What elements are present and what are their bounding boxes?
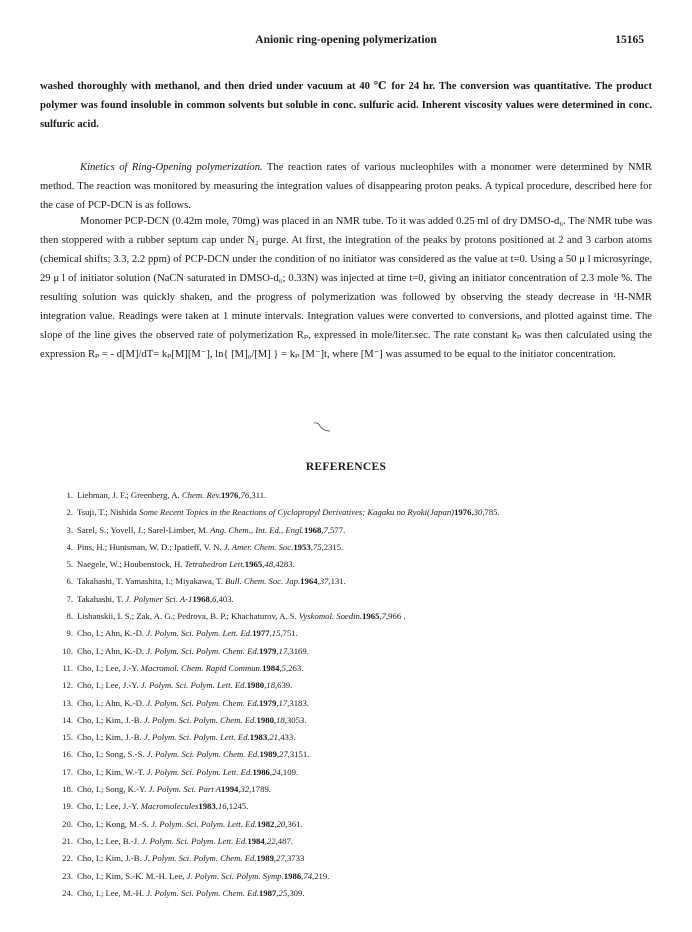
reference-number: 2.	[66, 507, 73, 518]
reference-volume: 17	[278, 645, 288, 656]
reference-year: 1976	[454, 507, 472, 518]
reference-number: 23.	[62, 870, 73, 881]
reference-journal: J. Polym. Sci. Polym. Lett. Ed.	[146, 628, 253, 639]
reference-list	[44, 487, 664, 902]
reference-pages: 3053.	[286, 714, 307, 725]
reference-item: 7. Takahashi, T. J. Polymer Sci. A-1 1968 , 6 , 403.	[44, 591, 664, 608]
reference-number: 8.	[66, 611, 73, 622]
reference-number: 6.	[66, 576, 73, 587]
reference-year: 1983	[198, 801, 216, 812]
reference-year: 1977	[252, 628, 270, 639]
reference-authors: Cho, I.; Kim, J.-B.	[77, 732, 144, 743]
reference-year: 1965	[244, 559, 263, 570]
reference-year: 1979	[258, 645, 277, 656]
reference-pages: 785.	[484, 507, 500, 518]
reference-pages: 3169.	[289, 645, 309, 656]
reference-pages: 263.	[288, 662, 304, 673]
reference-year: 1986	[283, 870, 302, 881]
reference-pages: 487.	[277, 835, 293, 846]
reference-volume: 32	[240, 784, 250, 795]
reference-authors: Sarel, S.; Yovell, J.; Sarel-Limber, M.	[77, 524, 211, 535]
reference-number: 18.	[62, 784, 73, 795]
reference-journal: J. Polym. Sci. Polym. Lett. Ed.	[151, 818, 258, 829]
reference-volume: 27	[276, 853, 285, 864]
reference-journal: J. Polym. Sci. Polym. Chem. Ed.	[143, 714, 257, 725]
reference-volume: 5	[281, 662, 286, 673]
references-heading: REFERENCES	[305, 461, 387, 473]
reference-item: 24. Cho, I.; Lee, M.-H. J. Polym. Sci. Polym. Chem. Ed. 1987 , 25 , 309.	[44, 885, 664, 902]
reference-year: 1964	[300, 576, 318, 587]
reference-volume: 37	[319, 576, 329, 587]
reference-pages: 639.	[277, 680, 293, 691]
reference-authors: Cho, I.; Kong, M.-S.	[77, 818, 152, 829]
reference-item: 13. Cho, I.; Ahn, K.-D. J. Polym. Sci. Polym. Chem. Ed. 1979 , 17 , 3183.	[44, 695, 664, 712]
reference-authors: Takahashi, T. Yamashita, I.; Miyakawa, T.	[77, 576, 226, 587]
reference-year: 1976	[221, 490, 239, 500]
page-header	[0, 34, 692, 50]
reference-pages: 219.	[314, 870, 330, 881]
reference-authors: Cho, I.; Kim, J.-B.	[77, 714, 144, 725]
reference-volume: 17	[278, 697, 288, 708]
reference-volume: 7	[323, 524, 328, 535]
reference-authors: Cho, I.; Kim, S.-K. M.-H. Lee,	[77, 870, 187, 881]
reference-number: 5.	[66, 559, 73, 570]
reference-journal: J. Polym. Sci. Polym. Chem. Ed.	[143, 853, 257, 864]
reference-journal: J. Polym. Sci. Polym. Lett. Ed.	[146, 766, 253, 777]
reference-number: 21.	[62, 835, 73, 846]
reference-item: 5. Naegele, W.; Houbenstock, H. Tetrahedron Lett. 1965 , 48 , 4283.	[44, 556, 664, 573]
reference-year: 1989	[256, 853, 274, 864]
reference-volume: 24	[272, 766, 281, 777]
reference-journal: J. Polym. Sci. Polym. Chem. Ed.	[146, 749, 260, 760]
paragraph-nmr-procedure: Monomer PCP-DCN (0.42m mole, 70mg) was placed in an NMR tube. To it was added 0.25 ml of dry DMSO-d₆. The NMR tube was then stoppered with a rubber septum cap under N₂ purge. At first, the integration of the peaks by protons positioned at 2 and 3 carbon atoms (chemical shifts; 3.3, 2.2 ppm) of PCP-DCN under the condition of no initiator was considered as the value at t=0. Using a 50 μ l microsyringe, 29 μ l of initiator solution (NaCN saturated in DMSO-d₆; 0.33N) was injected at time t=0, giving an initiator concentration of 2.3 mole %. The resulting solution was quickly shaken, and the progress of polymerization was followed by observing the steady decrease in ¹H-NMR integration value. Readings were taken at 1 minute intervals. Integration values were converted to conversions, and plotted against time. The slope of the line gives the observed rate of polymerization Rₚ, expressed in mole/liter.sec. The rate constant kₚ was then calculated using the expression Rₚ = - d[M]/dT= kₚ[M][M⁻], ln{ [M]₀/[M] } = kₚ [M⁻]t, where [M⁻] was assumed to be equal to the initiator concentration.	[40, 216, 652, 360]
reference-year: 1980	[246, 680, 265, 691]
reference-number: 4.	[66, 541, 73, 552]
reference-number: 22.	[62, 853, 73, 864]
reference-item: 23. Cho, I.; Kim, S.-K. M.-H. Lee, J. Polym. Sci. Polym. Symp. 1986 , 74 , 219.	[44, 868, 664, 885]
reference-pages: 1789.	[251, 784, 271, 795]
reference-volume: 15	[271, 628, 281, 639]
reference-journal: J. Polymer Sci. A-1	[125, 593, 193, 604]
reference-journal: Macromol. Chem. Rapid Commun.	[140, 662, 263, 673]
reference-journal: J. Polym. Sci. Polym. Lett. Ed.	[141, 835, 248, 846]
reference-volume: 30	[473, 507, 483, 518]
reference-authors: Lishanskii, I. S.; Zak, A. G.; Pedrova, B. P.; Khachaturov, A. S.	[77, 611, 299, 622]
reference-item: 8. Lishanskii, I. S.; Zak, A. G.; Pedrova, B. P.; Khachaturov, A. S. Vyskomol. Soedin. 1965 , 7 , 966 .	[44, 608, 664, 625]
paragraph-kinetics	[40, 158, 652, 215]
reference-volume: 20	[276, 818, 286, 829]
reference-volume: 16	[217, 801, 227, 812]
reference-pages: 433.	[280, 732, 296, 743]
reference-number: 13.	[62, 697, 73, 708]
reference-number: 20.	[62, 818, 73, 829]
reference-number: 7.	[66, 593, 73, 604]
reference-volume: 76	[240, 490, 250, 500]
reference-authors: Cho, I.; Lee, M.-H.	[77, 887, 147, 898]
reference-volume: 21	[269, 732, 279, 743]
reference-authors: Cho, I.; Ahn, K.-D.	[77, 628, 147, 639]
reference-pages: 311.	[251, 490, 267, 500]
kinetics-intro-text: The reaction rates of various nucleophiles with a monomer were determined by NMR method. The reaction was monitored by measuring the integration values of disappearing proton peaks. A typical procedure, described here for the case of PCP-DCN is as follows.	[40, 162, 652, 211]
reference-item: 17. Cho, I.; Kim, W.-T. J. Polym. Sci. Polym. Lett. Ed. 1986 , 24 , 109.	[44, 764, 664, 781]
reference-pages: 4283.	[275, 559, 295, 570]
reference-authors: Cho, I.; Song, S.-S.	[77, 749, 147, 760]
reference-volume: 18	[276, 714, 285, 725]
reference-item: 22. Cho, I.; Kim, J.-B. J. Polym. Sci. Polym. Chem. Ed. 1989 , 27 , 3733	[44, 850, 664, 867]
reference-number: 14.	[62, 714, 73, 725]
reference-volume: 6	[212, 593, 217, 604]
reference-item: 11. Cho, I.; Lee, J.-Y. Macromol. Chem. Rapid Commun. 1984 , 5 , 263.	[44, 660, 664, 677]
reference-journal: J. Polym. Sci. Polym. Lett. Ed.	[143, 732, 250, 743]
reference-year: 1984	[247, 835, 265, 846]
reference-pages: 751.	[282, 628, 298, 639]
reference-volume: 74	[303, 870, 313, 881]
reference-authors: Tsuji, T.; Nishida	[77, 507, 140, 518]
reference-number: 12.	[62, 680, 73, 691]
reference-number: 17.	[62, 766, 73, 777]
reference-journal: Chem. Rev.	[181, 490, 221, 500]
reference-item: 16. Cho, I.; Song, S.-S. J. Polym. Sci. Polym. Chem. Ed. 1989 , 27 , 3151.	[44, 746, 664, 763]
reference-journal: J. Polym. Sci. Part A	[148, 784, 221, 795]
reference-authors: Cho, I.; Kim, W.-T.	[77, 766, 147, 777]
pen-mark	[312, 420, 332, 434]
reference-journal: J. Polym. Sci. Polym. Lett. Ed.	[140, 680, 247, 691]
reference-pages: 966 .	[388, 611, 406, 622]
reference-pages: 109.	[282, 766, 299, 777]
reference-authors: Cho, I.; Ahn, K.-D.	[77, 645, 147, 656]
reference-year: 1982	[257, 818, 275, 829]
reference-year: 1983	[249, 732, 268, 743]
reference-number: 9.	[66, 628, 73, 639]
reference-year: 1980	[256, 714, 274, 725]
reference-volume: 25	[278, 887, 288, 898]
reference-pages: 131.	[330, 576, 346, 587]
running-title: Anionic ring-opening polymerization	[255, 34, 437, 46]
reference-item: 21. Cho, I.; Lee, B.-J. J. Polym. Sci. Polym. Lett. Ed. 1984 , 22 , 487.	[44, 833, 664, 850]
reference-year: 1965	[362, 611, 380, 622]
reference-journal: J. Polym. Sci. Polym. Chem. Ed.	[146, 645, 259, 656]
reference-number: 16.	[62, 749, 73, 760]
reference-item: 14. Cho, I.; Kim, J.-B. J. Polym. Sci. Polym. Chem. Ed. 1980 , 18 , 3053.	[44, 712, 664, 729]
reference-pages: 577.	[330, 524, 346, 535]
paragraph-procedure-end: washed thoroughly with methanol, and then dried under vacuum at 40 ℃ for 24 hr. The conversion was quantitative. The product polymer was found insoluble in common solvents but soluble in conc. sulfuric acid. Inherent viscosity values were determined in conc. sulfuric acid.	[40, 81, 652, 130]
reference-volume: 48	[264, 559, 274, 570]
reference-journal: Some Recent Topics in the Reactions of Cyclopropyl Derivatives; Kagaku no Ryoki(Japan)	[139, 507, 455, 518]
reference-year: 1987	[258, 887, 277, 898]
reference-item: 20. Cho, I.; Kong, M.-S. J. Polym. Sci. Polym. Lett. Ed. 1982 , 20 , 361.	[44, 816, 664, 833]
reference-pages: 3151.	[289, 749, 310, 760]
reference-volume: 18	[266, 680, 275, 691]
reference-journal: Ang. Chem., Int. Ed., Engl.	[210, 524, 304, 535]
reference-item: 15. Cho, I.; Kim, J.-B. J. Polym. Sci. Polym. Lett. Ed. 1983 , 21 , 433.	[44, 729, 664, 746]
reference-volume: 7	[381, 611, 386, 622]
reference-journal: J. Polym. Sci. Polym. Chem. Ed.	[146, 697, 259, 708]
reference-number: 3.	[66, 524, 73, 535]
reference-journal: Macromolecules	[140, 801, 199, 812]
reference-number: 11.	[62, 662, 73, 673]
reference-year: 1953	[293, 541, 311, 552]
reference-journal: Bull. Chem. Soc. Jap.	[225, 576, 301, 587]
reference-item: 2. Tsuji, T.; Nishida Some Recent Topics in the Reactions of Cyclopropyl Derivatives; Kagaku no Ryoki(Japan) 1976 , 30 , 785.	[44, 504, 664, 521]
reference-authors: Cho, I.; Kim, J.-B.	[77, 853, 144, 864]
reference-year: 1984	[262, 662, 280, 673]
reference-pages: 361.	[287, 818, 303, 829]
reference-number: 19.	[62, 801, 73, 812]
reference-volume: 22	[266, 835, 276, 846]
reference-item: 6. Takahashi, T. Yamashita, I.; Miyakawa, T. Bull. Chem. Soc. Jap. 1964 , 37 , 131.	[44, 573, 664, 590]
reference-authors: Pins, H.; Huntsman, W. D.; Ipatieff, V. N.	[77, 541, 224, 552]
reference-item: 3. Sarel, S.; Yovell, J.; Sarel-Limber, M. Ang. Chem., Int. Ed., Engl. 1968 , 7 , 577.	[44, 522, 664, 539]
reference-journal: J. Polym. Sci. Polym. Chem. Ed.	[146, 887, 259, 898]
reference-pages: 3183.	[289, 697, 309, 708]
reference-pages: 309.	[289, 887, 305, 898]
reference-item: 4. Pins, H.; Huntsman, W. D.; Ipatieff, V. N. J. Amer. Chem. Soc. 1953 , 75 , 2315.	[44, 539, 664, 556]
reference-item: 19. Cho, I.; Lee, J.-Y. Macromolecules 1983 , 16 , 1245.	[44, 798, 664, 815]
reference-volume: 27	[278, 749, 288, 760]
reference-year: 1968	[192, 593, 210, 604]
page-number: 15165	[615, 34, 644, 46]
reference-year: 1968	[303, 524, 322, 535]
reference-journal: J. Amer. Chem. Soc.	[223, 541, 294, 552]
reference-authors: Takahashi, T.	[77, 593, 126, 604]
reference-journal: Tetrahedron Lett.	[184, 559, 245, 570]
reference-number: 1.	[66, 490, 73, 500]
reference-number: 15.	[62, 732, 73, 743]
reference-pages: 1245.	[228, 801, 249, 812]
reference-year: 1994	[221, 784, 239, 795]
reference-authors: Cho, I.; Lee, J.-Y.	[77, 662, 141, 673]
reference-journal: J. Polym. Sci. Polym. Symp.	[186, 870, 284, 881]
reference-year: 1979	[258, 697, 277, 708]
reference-item: 10. Cho, I.; Ahn, K.-D. J. Polym. Sci. Polym. Chem. Ed. 1979 , 17 , 3169.	[44, 643, 664, 660]
reference-item: 12. Cho, I.; Lee, J.-Y. J. Polym. Sci. Polym. Lett. Ed. 1980 , 18 , 639.	[44, 677, 664, 694]
reference-year: 1989	[259, 749, 277, 760]
reference-volume: 75	[312, 541, 322, 552]
reference-authors: Naegele, W.; Houbenstock, H.	[77, 559, 185, 570]
reference-item: 9. Cho, I.; Ahn, K.-D. J. Polym. Sci. Polym. Lett. Ed. 1977 , 15 , 751.	[44, 625, 664, 642]
reference-item: 1. Liebman, J. F.; Greenberg, A. Chem. Rev. 1976 , 76 , 311.	[44, 487, 664, 504]
reference-authors: Liebman, J. F.; Greenberg, A.	[77, 490, 182, 500]
reference-pages: 403.	[218, 593, 234, 604]
reference-authors: Cho, I.; Lee, J.-Y.	[77, 801, 141, 812]
reference-authors: Cho, I.; Ahn, K.-D.	[77, 697, 147, 708]
reference-authors: Cho, I.; Lee, B.-J.	[77, 835, 142, 846]
reference-pages: 2315.	[323, 541, 344, 552]
reference-year: 1986	[252, 766, 270, 777]
reference-authors: Cho, I.; Lee, J.-Y.	[77, 680, 141, 691]
reference-journal: Vyskomol. Soedin.	[298, 611, 363, 622]
reference-number: 24.	[62, 887, 73, 898]
reference-pages: 3733	[286, 853, 305, 864]
section-title-kinetics: Kinetics of Ring-Opening polymerization.	[80, 162, 263, 173]
reference-authors: Cho, I.; Song, K.-Y.	[77, 784, 149, 795]
reference-item: 18. Cho, I.; Song, K.-Y. J. Polym. Sci. Part A 1994 , 32 , 1789.	[44, 781, 664, 798]
reference-number: 10.	[62, 645, 73, 656]
